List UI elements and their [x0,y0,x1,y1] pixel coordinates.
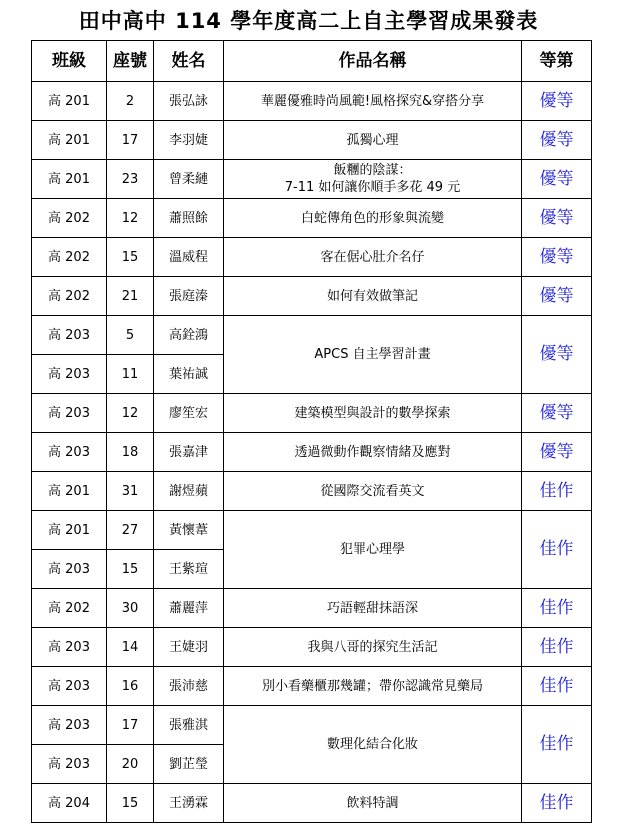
name-cell: 葉祐誠 [154,355,224,394]
seat-cell: 17 [107,121,154,160]
work-cell: 華麗優雅時尚風範!風格探究&穿搭分享 [224,82,522,121]
header-row [32,41,592,82]
work-cell: 數理化結合化妝 [224,706,522,784]
seat-cell: 14 [107,628,154,667]
table-row [32,82,592,121]
name-cell: 張弘詠 [154,82,224,121]
name-cell: 張沛慈 [154,667,224,706]
work-cell [224,160,522,199]
table-row [32,316,592,355]
work-cell: 巧語輕甜抹語深 [224,589,522,628]
award-cell: 優等 [522,277,592,316]
award-cell: 佳作 [522,472,592,511]
results-table [31,40,592,823]
table-row [32,433,592,472]
class-cell: 高 203 [32,667,107,706]
award-cell: 佳作 [522,511,592,589]
table-row [32,667,592,706]
award-cell: 優等 [522,238,592,277]
header-work: 作品名稱 [224,41,522,82]
work-cell: 犯罪心理學 [224,511,522,589]
work-cell: 飲料特調 [224,784,522,823]
table-row [32,394,592,433]
work-cell: 白蛇傳角色的形象與流變 [224,199,522,238]
class-cell: 高 201 [32,511,107,550]
table-row [32,472,592,511]
name-cell: 高銓鴻 [154,316,224,355]
name-cell: 張庭溱 [154,277,224,316]
class-cell: 高 203 [32,433,107,472]
table-row [32,589,592,628]
work-cell: 我與八哥的探究生活記 [224,628,522,667]
seat-cell: 5 [107,316,154,355]
award-cell: 佳作 [522,667,592,706]
name-cell: 蕭照餘 [154,199,224,238]
seat-cell: 15 [107,238,154,277]
seat-cell: 31 [107,472,154,511]
seat-cell: 23 [107,160,154,199]
work-line-2: 7-11 如何讓你順手多花 49 元 [284,180,461,195]
award-cell: 優等 [522,394,592,433]
seat-cell: 17 [107,706,154,745]
table-row [32,121,592,160]
work-cell: 透過微動作觀察情緒及應對 [224,433,522,472]
header-name: 姓名 [154,41,224,82]
name-cell: 劉芷瑩 [154,745,224,784]
award-cell: 佳作 [522,784,592,823]
class-cell: 高 204 [32,784,107,823]
seat-cell: 18 [107,433,154,472]
header-award: 等第 [522,41,592,82]
work-cell: 如何有效做筆記 [224,277,522,316]
seat-cell: 20 [107,745,154,784]
class-cell: 高 202 [32,238,107,277]
name-cell: 王婕羽 [154,628,224,667]
seat-cell: 15 [107,550,154,589]
class-cell: 高 201 [32,472,107,511]
name-cell: 王湧霖 [154,784,224,823]
class-cell: 高 201 [32,121,107,160]
name-cell: 溫威程 [154,238,224,277]
award-cell: 佳作 [522,589,592,628]
work-cell: APCS 自主學習計畫 [224,316,522,394]
seat-cell: 15 [107,784,154,823]
name-cell: 王紫瑄 [154,550,224,589]
table-row [32,628,592,667]
class-cell: 高 203 [32,628,107,667]
seat-cell: 12 [107,199,154,238]
award-cell: 優等 [522,316,592,394]
name-cell: 李羽婕 [154,121,224,160]
award-cell: 優等 [522,433,592,472]
seat-cell: 27 [107,511,154,550]
award-cell: 優等 [522,160,592,199]
table-row [32,511,592,550]
class-cell: 高 201 [32,160,107,199]
class-cell: 高 202 [32,199,107,238]
table-row [32,706,592,745]
seat-cell: 21 [107,277,154,316]
table-row [32,160,592,199]
name-cell: 謝煜蘋 [154,472,224,511]
seat-cell: 30 [107,589,154,628]
award-cell: 優等 [522,82,592,121]
seat-cell: 2 [107,82,154,121]
class-cell: 高 203 [32,706,107,745]
name-cell: 黃懷葦 [154,511,224,550]
seat-cell: 16 [107,667,154,706]
class-cell: 高 201 [32,82,107,121]
seat-cell: 11 [107,355,154,394]
seat-cell: 12 [107,394,154,433]
name-cell: 曾柔縺 [154,160,224,199]
work-line-1: 飯糰的陰謀： [333,163,412,178]
name-cell: 廖笙宏 [154,394,224,433]
class-cell: 高 203 [32,355,107,394]
name-cell: 張雅淇 [154,706,224,745]
page-title: 田中高中 114 學年度高二上自主學習成果發表 [78,9,539,33]
table-row [32,238,592,277]
award-cell: 優等 [522,121,592,160]
class-cell: 高 202 [32,277,107,316]
name-cell: 蕭麗萍 [154,589,224,628]
class-cell: 高 203 [32,394,107,433]
class-cell: 高 203 [32,745,107,784]
table-row [32,784,592,823]
header-class: 班級 [32,41,107,82]
table-row [32,199,592,238]
award-cell: 佳作 [522,628,592,667]
work-cell: 別小看藥櫃那幾罐；帶你認識常見藥局 [224,667,522,706]
class-cell: 高 203 [32,550,107,589]
award-cell: 優等 [522,199,592,238]
work-cell: 孤獨心理 [224,121,522,160]
work-cell: 從國際交流看英文 [224,472,522,511]
header-seat: 座號 [107,41,154,82]
work-cell: 客在倨心肚介名仔 [224,238,522,277]
table-row [32,277,592,316]
work-cell: 建築模型與設計的數學探索 [224,394,522,433]
award-cell: 佳作 [522,706,592,784]
class-cell: 高 203 [32,316,107,355]
name-cell: 張嘉津 [154,433,224,472]
class-cell: 高 202 [32,589,107,628]
